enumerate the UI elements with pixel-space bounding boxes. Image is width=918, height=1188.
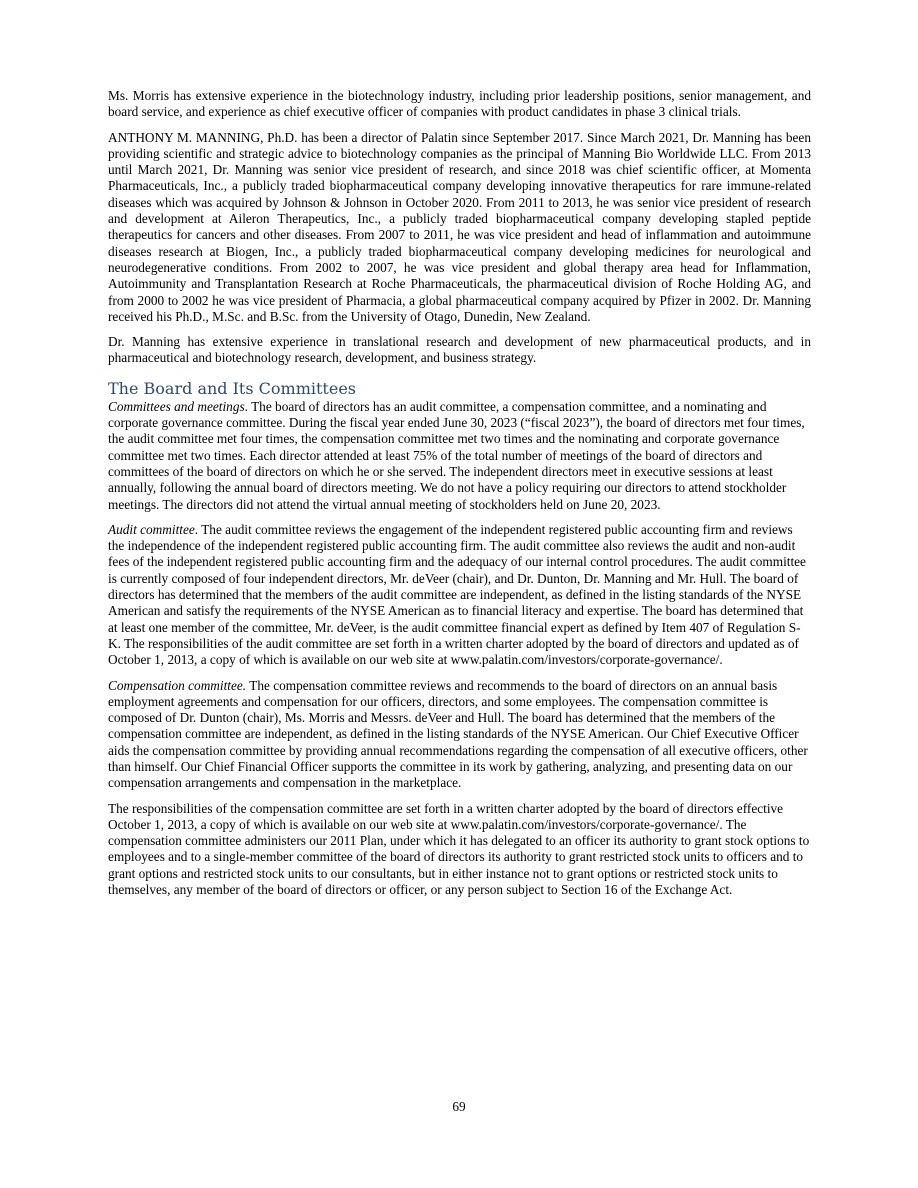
committees-meetings-paragraph [108,399,811,513]
compensation-committee-paragraph [108,678,811,792]
manning-experience-paragraph: Dr. Manning has extensive experience in translational research and development of new pharmaceutical products, and in pharmaceutical and biotechnology research, development, and business strategy. [108,334,811,366]
compensation-responsibilities-paragraph: The responsibilities of the compensation committee are set forth in a written charter adopted by the board of directors effective October 1, 2013, a copy of which is available on our web site at www.palatin.com/investors/corporate-governance/. The compensation committee administers our 2011 Plan, under which it has delegated to an officer its authority to grant stock options to employees and to a single-member committee of the board of directors its authority to grant restricted stock units to officers and to grant options and restricted stock units to our consultants, but in either instance not to grant options or restricted stock units to themselves, any member of the board of directors or officer, or any person subject to Section 16 of the Exchange Act. [108,800,810,898]
morris-experience-paragraph: Ms. Morris has extensive experience in the biotechnology industry, including prior leadership positions, senior management, and board service, and experience as chief executive officer of companies with product candidates in phase 3 clinical trials. [108,88,811,120]
compensation-committee-text: The compensation committee reviews and recommends to the board of directors on an annual basis employment agreements and compensation for our officers, directors, and some employees. The compensation committee is composed of Dr. Dunton (chair), Ms. Morris and Messrs. deVeer and Hull. The board has determined that the members of the compensation committee are independent, as defined in the listing standards of the NYSE American. Our Chief Executive Officer aids the compensation committee by providing annual recommendations regarding the compensation of all executive officers, other than himself. Our Chief Financial Officer supports the committee in its work by gathering, analyzing, and presenting data on our compensation arrangements and compensation in the marketplace. [108,677,808,791]
compensation-committee-lead: Compensation committee. [108,677,247,693]
audit-committee-lead: Audit committee [108,521,195,537]
committees-meetings-lead: Committees and meetings [108,398,245,414]
committees-meetings-text: . The board of directors has an audit committee, a compensation committee, and a nominating and corporate governance committee. During the fiscal year ended June 30, 2023 (“fiscal 2023”), the board of directors met four times, the audit committee met four times, the compensation committee met two times and the nominating and corporate governance committee met two times. Each director attended at least 75% of the total number of meetings of the board of directors and committees of the board of directors on which he or she served. The independent directors meet in executive sessions at least annually, following the annual board of directors meeting. We do not have a policy requiring our directors to attend stockholder meetings. The directors did not attend the virtual annual meeting of stockholders held on June 20, 2023. [108,398,805,512]
document-page [108,88,811,898]
audit-committee-paragraph [108,522,811,669]
section-heading: The Board and Its Committees [108,378,356,398]
audit-committee-text: . The audit committee reviews the engagement of the independent registered public accounting firm and reviews the independence of the independent registered public accounting firm. The audit committee also reviews the audit and non-audit fees of the independent registered public accounting firm and the adequacy of our internal control procedures. The audit committee is currently composed of four independent directors, Mr. deVeer (chair), and Dr. Dunton, Dr. Manning and Mr. Hull. The board of directors has determined that the members of the audit committee are independent, as defined in the listing standards of the NYSE American and satisfy the requirements of the NYSE American as to financial literacy and expertise. The board has determined that at least one member of the committee, Mr. deVeer, is the audit committee financial expert as defined by Item 407 of Regulation S-K. The responsibilities of the audit committee are set forth in a written charter adopted by the board of directors and updated as of October 1, 2013, a copy of which is available on our web site at www.palatin.com/investors/corporate-governance/. [108,521,806,668]
manning-bio-paragraph: ANTHONY M. MANNING, Ph.D. has been a director of Palatin since September 2017. Since March 2021, Dr. Manning has been providing scientific and strategic advice to biotechnology companies as the principal of Manning Bio Worldwide LLC. From 2013 until March 2021, Dr. Manning was senior vice president of research, and since 2018 was chief scientific officer, at Momenta Pharmaceuticals, Inc., a publicly traded biopharmaceutical company developing innovative therapeutics for rare immune-related diseases which was acquired by Johnson & Johnson in October 2020. From 2011 to 2013, he was senior vice president of research and development at Aileron Therapeutics, Inc., a publicly traded biopharmaceutical company developing stapled peptide therapeutics for cancers and other diseases. From 2007 to 2011, he was vice president and head of inflammation and autoimmune diseases research at Biogen, Inc., a publicly traded biopharmaceutical company developing medicines for neurological and neurodegenerative conditions. From 2002 to 2007, he was vice president and global therapy area head for Inflammation, Autoimmunity and Transplantation Research at Roche Pharmaceuticals, the pharmaceutical division of Roche Holding AG, and from 2000 to 2002 he was vice president of Pharmacia, a global pharmaceutical company acquired by Pfizer in 2002. Dr. Manning received his Ph.D., M.Sc. and B.Sc. from the University of Otago, Dunedin, New Zealand. [108,129,811,324]
page-number: 69 [452,1099,466,1114]
